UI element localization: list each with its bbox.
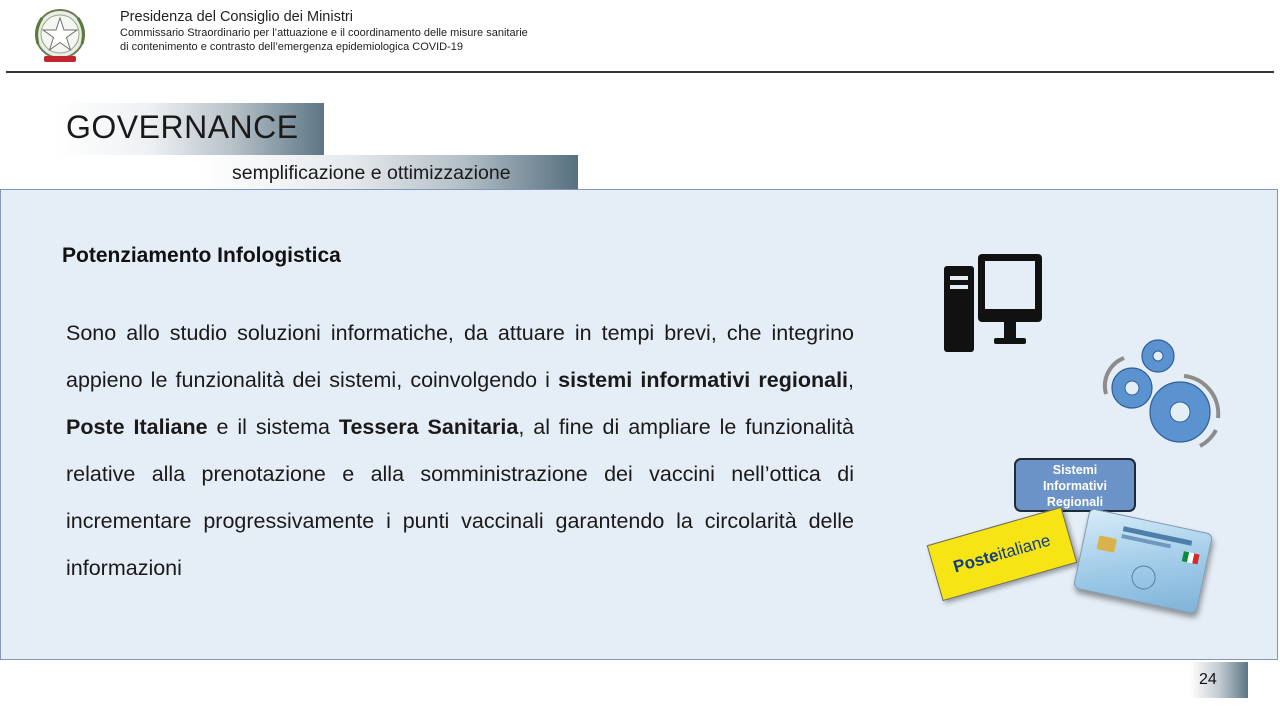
body-text-3: e il sistema: [207, 415, 339, 439]
body-bold-tessera: Tessera Sanitaria: [338, 415, 519, 439]
gears-icon: [1096, 332, 1224, 450]
poste-logo-word2: italiane: [995, 530, 1053, 564]
body-paragraph: [66, 310, 854, 592]
header-subtitle-line2: di contenimento e contrasto dell’emergenza epidemiologica COVID-19: [120, 41, 464, 53]
card-chip: [1096, 535, 1117, 552]
body-text-2: ,: [848, 368, 855, 392]
body-text-1: Sono allo studio soluzioni informatiche, da attuare in tempi brevi, che integrino appieno le funzionalità dei sistemi, coinvolgendo i: [66, 321, 854, 392]
slide-subtitle: semplificazione e ottimizzazione: [232, 162, 511, 184]
box-line-1: Sistemi: [1052, 463, 1098, 477]
computer-icon: [940, 252, 1046, 356]
section-title: Potenziamento Infologistica: [62, 244, 341, 267]
flag-icon: [1182, 551, 1200, 564]
body-bold-regional-systems: sistemi informativi regionali: [558, 368, 849, 392]
seal-icon: [1129, 563, 1157, 591]
header-title: Presidenza del Consiglio dei Ministri: [120, 9, 353, 25]
emblem-icon: [30, 4, 90, 68]
header-divider: [6, 71, 1274, 73]
regional-systems-box: [1014, 458, 1136, 512]
box-line-2: Informativi: [1043, 479, 1107, 493]
poste-logo-word1: Poste: [951, 545, 1001, 577]
header-text: [120, 9, 528, 54]
box-line-3: Regionali: [1046, 495, 1104, 509]
slide-title: GOVERNANCE: [66, 109, 299, 145]
header-subtitle-line1: Commissario Straordinario per l’attuazione e il coordinamento delle misure sanitarie: [120, 27, 528, 39]
body-text-4: , al fine di ampliare le funzionalità relative alla prenotazione e alla somministrazione dei vaccini nell’ottica di incrementare progressivamente i punti vaccinali garantendo la circolarità delle informazioni: [66, 415, 855, 580]
page-number: 24: [1199, 671, 1217, 688]
page-header: [0, 0, 1280, 74]
body-bold-poste: Poste Italiane: [66, 415, 208, 439]
